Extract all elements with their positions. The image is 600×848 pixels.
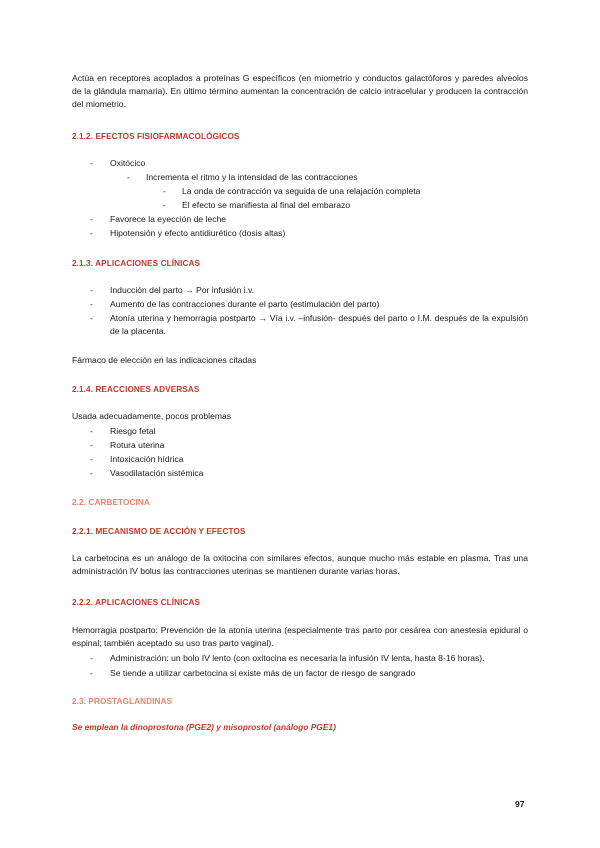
bullet-dash: - <box>90 653 93 663</box>
reacciones-intro: Usada adecuadamente, pocos problemas <box>72 411 232 421</box>
bullet-dash: - <box>163 186 166 196</box>
mecanismo-paragraph: La carbetocina es un análogo de la oxitocina con similares efectos, aunque mucho más estable en plasma. Tras una administración IV bolus las contracciones uterinas se mantienen durante varias horas. <box>72 553 528 576</box>
heading-carbetocina: 2.2. CARBETOCINA <box>72 498 150 507</box>
heading-efectos: 2.1.2. EFECTOS FISIOFARMACOLÓGICOS <box>72 132 240 141</box>
list-item: Intoxicación hídrica <box>110 454 184 464</box>
list-item: Incrementa el ritmo y la intensidad de las contracciones <box>146 172 358 182</box>
bullet-dash: - <box>90 285 93 295</box>
list-item: Rotura uterina <box>110 440 165 450</box>
bullet-dash: - <box>90 158 93 168</box>
bullet-dash: - <box>90 228 93 238</box>
hemorragia-paragraph: Hemorragia postparto: Prevención de la atonía uterina (especialmente tras parto por cesárea con anestesia epidural o espinal; también aceptado su uso tras parto vaginal). <box>72 625 528 648</box>
list-item: La onda de contracción va seguida de una relajación completa <box>182 186 421 196</box>
bullet-dash: - <box>90 214 93 224</box>
heading-reacciones: 2.1.4. REACCIONES ADVERSAS <box>72 385 200 394</box>
intro-paragraph: Actúa en receptores acoplados a proteínas G específicos (en miometrio y conductos galactóforos y paredes alveolos de la glándula mamaria). En último término aumentan la concentración de calcio intracelular y producen la contracción del miometrio. <box>72 73 528 109</box>
list-item: Se tiende a utilizar carbetocina si existe más de un factor de riesgo de sangrado <box>110 668 416 678</box>
list-item: Favorece la eyección de leche <box>110 214 227 224</box>
note-paragraph: Fármaco de elección en las indicaciones citadas <box>72 355 257 365</box>
list-item: El efecto se manifiesta al final del embarazo <box>182 200 351 210</box>
page-number: 97 <box>515 799 525 809</box>
bullet-dash: - <box>127 172 130 182</box>
bullet-dash: - <box>90 299 93 309</box>
heading-mecanismo: 2.2.1. MECANISMO DE ACCIÓN Y EFECTOS <box>72 527 246 536</box>
heading-prostaglandinas: 2.3. PROSTAGLANDINAS <box>72 697 173 706</box>
list-item: Riesgo fetal <box>110 426 156 436</box>
list-item: Inducción del parto → Por infusión i.v. <box>110 285 255 295</box>
list-item: Atonía uterina y hemorragia postparto → Vía i.v. –infusión- después del parto o I.M. después de la expulsión de la placenta. <box>110 313 528 336</box>
bullet-dash: - <box>90 426 93 436</box>
bullet-dash: - <box>90 313 93 323</box>
list-item: Vasodilatación sistémica <box>110 468 204 478</box>
bullet-dash: - <box>90 668 93 678</box>
heading-aplicaciones: 2.1.3. APLICACIONES CLÍNICAS <box>72 259 201 268</box>
bullet-dash: - <box>90 468 93 478</box>
list-item: Aumento de las contracciones durante el parto (estimulación del parto) <box>110 299 380 309</box>
prostaglandinas-text: Se emplean la dinoprostona (PGE2) y misoprostol (análogo PGE1) <box>72 722 336 732</box>
bullet-dash: - <box>90 454 93 464</box>
list-item: Hipotensión y efecto antidiurético (dosis altas) <box>110 228 286 238</box>
list-item: Oxitócico <box>110 158 146 168</box>
bullet-dash: - <box>90 440 93 450</box>
bullet-dash: - <box>163 200 166 210</box>
heading-aplicaciones-carbetocina: 2.2.2. APLICACIONES CLÍNICAS <box>72 598 201 607</box>
list-item: Administración: un bolo IV lento (con oxitocina es necesaria la infusión IV lenta, hasta 8-16 horas). <box>110 653 485 663</box>
